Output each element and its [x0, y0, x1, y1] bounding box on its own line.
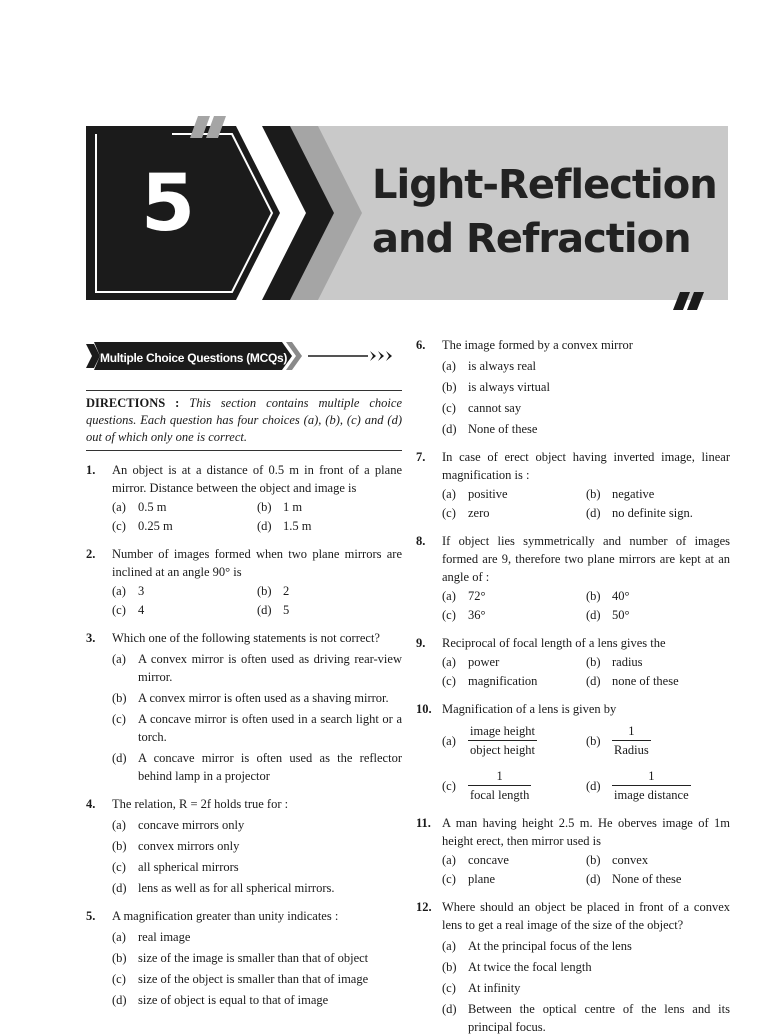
- fraction: $\frac{\text{image height}}{\text{object height}}$: [470, 724, 535, 757]
- option-a: (a) positive: [442, 487, 508, 501]
- question-10: [416, 700, 730, 804]
- option-a: (a) 72°: [442, 589, 486, 603]
- left-column: [86, 336, 402, 1009]
- option-c: (c) $\frac{1}{\text{focal length}}$: [442, 769, 530, 802]
- directions-box: [86, 390, 402, 451]
- section-title: Multiple Choice Questions (MCQs): [100, 351, 288, 365]
- question-number: 4.: [86, 797, 96, 811]
- option-a: (a) power: [442, 655, 500, 669]
- option-c: (c) 4: [112, 603, 145, 617]
- question-2: [86, 545, 402, 619]
- option-a: (a) concave: [442, 853, 509, 867]
- option-c: (c) magnification: [442, 674, 538, 688]
- option-a: (a) At the principal focus of the lens: [442, 939, 632, 953]
- option-d: (d) Between the optical centre of the lens and its principal focus.: [442, 1002, 730, 1034]
- option-d: (d) 5: [257, 603, 290, 617]
- question-number: 9.: [416, 636, 426, 650]
- option-a: (a) 0.5 m: [112, 500, 167, 514]
- option-d: (d) 1.5 m: [257, 519, 312, 533]
- fraction: $\frac{1}{\text{image distance}}$: [614, 769, 689, 802]
- option-d: (d) None of these: [442, 422, 538, 436]
- question-5: [86, 907, 402, 1009]
- option-a: (a) 3: [112, 584, 145, 598]
- option-c: (c) At infinity: [442, 981, 521, 995]
- question-8: [416, 532, 730, 624]
- directions-label: DIRECTIONS :: [86, 396, 180, 410]
- option-a: (a) $\frac{\text{image height}}{\text{object height}}$: [442, 724, 535, 757]
- question-text: The image formed by a convex mirror: [442, 338, 633, 352]
- question-text: Reciprocal of focal length of a lens gives the: [442, 636, 666, 650]
- fraction: $\frac{1}{\text{Radius}}$: [614, 724, 649, 757]
- question-number: 6.: [416, 338, 426, 352]
- right-column: [416, 336, 730, 1036]
- question-9: [416, 634, 730, 690]
- option-b: (b) 2: [257, 584, 290, 598]
- option-b: (b) negative: [586, 487, 655, 501]
- question-11: [416, 814, 730, 888]
- option-b: (b) convex mirrors only: [112, 839, 240, 853]
- option-d: (d) none of these: [586, 674, 679, 688]
- question-text: Number of images formed when two plane mirrors are inclined at an angle 90° is: [112, 547, 402, 579]
- question-number: 2.: [86, 547, 96, 561]
- option-c: (c) zero: [442, 506, 490, 520]
- question-number: 12.: [416, 900, 432, 914]
- question-text: A man having height 2.5 m. He oberves image of 1m height erect, then mirror used is: [442, 816, 730, 848]
- question-text: If object lies symmetrically and number of images formed are 9, therefore two plane mirrors are kept at an angle of :: [442, 534, 730, 584]
- option-d: (d) None of these: [586, 872, 682, 886]
- question-7: [416, 448, 730, 522]
- option-b: (b) convex: [586, 853, 649, 867]
- option-a: (a) is always real: [442, 359, 537, 373]
- option-d: (d) $\frac{1}{\text{image distance}}$: [586, 769, 689, 802]
- question-text: A magnification greater than unity indicates :: [112, 909, 339, 923]
- directions-text: This section contains multiple choice questions. Each question has four choices (a), (b), (c) and (d) out of which only one is correct.: [86, 396, 403, 444]
- chapter-banner: [0, 0, 768, 320]
- question-text: In case of erect object having inverted image, linear magnification is :: [442, 450, 730, 482]
- option-a: (a) concave mirrors only: [112, 818, 245, 832]
- question-number: 1.: [86, 463, 96, 477]
- question-number: 7.: [416, 450, 426, 464]
- question-3: [86, 629, 402, 785]
- question-1: [86, 461, 402, 535]
- question-text: Magnification of a lens is given by: [442, 702, 617, 716]
- question-4: [86, 795, 402, 897]
- option-b: (b) is always virtual: [442, 380, 550, 394]
- option-b: (b) size of the image is smaller than that of object: [112, 951, 369, 965]
- option-c: (c) 36°: [442, 608, 486, 622]
- chapter-title-line2: and Refraction: [372, 216, 691, 262]
- option-d: (d) A concave mirror is often used as the reflector behind lamp in a projector: [112, 751, 402, 783]
- chapter-title-line1: Light-Reflection: [372, 162, 717, 208]
- question-number: 5.: [86, 909, 96, 923]
- question-text: Where should an object be placed in front of a convex lens to get a real image of the size of the object?: [442, 900, 730, 932]
- option-b: (b) radius: [586, 655, 643, 669]
- fraction: $\frac{1}{\text{focal length}}$: [470, 769, 530, 802]
- option-c: (c) cannot say: [442, 401, 522, 415]
- question-number: 8.: [416, 534, 426, 548]
- option-d: (d) size of object is equal to that of image: [112, 993, 329, 1007]
- option-c: (c) size of the object is smaller than that of image: [112, 972, 369, 986]
- option-c: (c) plane: [442, 872, 496, 886]
- option-a: (a) real image: [112, 930, 191, 944]
- chapter-number: 5: [140, 159, 196, 249]
- option-d: (d) 50°: [586, 608, 630, 622]
- question-text: The relation, R = 2f holds true for :: [112, 797, 289, 811]
- section-header: [86, 336, 402, 376]
- option-b: (b) A convex mirror is often used as a shaving mirror.: [112, 691, 389, 705]
- option-b: (b) $\frac{1}{\text{Radius}}$: [586, 724, 649, 757]
- question-number: 3.: [86, 631, 96, 645]
- option-b: (b) 1 m: [257, 500, 303, 514]
- option-b: (b) At twice the focal length: [442, 960, 592, 974]
- option-b: (b) 40°: [586, 589, 630, 603]
- option-c: (c) 0.25 m: [112, 519, 173, 533]
- option-a: (a) A convex mirror is often used as driving rear-view mirror.: [112, 652, 402, 684]
- question-6: [416, 336, 730, 438]
- option-d: (d) lens as well as for all spherical mirrors.: [112, 881, 335, 895]
- question-number: 11.: [416, 816, 431, 830]
- question-text: Which one of the following statements is not correct?: [112, 631, 380, 645]
- question-number: 10.: [416, 702, 432, 716]
- question-12: [416, 898, 730, 1036]
- option-c: (c) A concave mirror is often used in a search light or a torch.: [112, 712, 402, 744]
- option-c: (c) all spherical mirrors: [112, 860, 239, 874]
- question-text: An object is at a distance of 0.5 m in front of a plane mirror. Distance between the object and image is: [112, 463, 402, 495]
- option-d: (d) no definite sign.: [586, 506, 693, 520]
- chapter-title: [372, 158, 732, 266]
